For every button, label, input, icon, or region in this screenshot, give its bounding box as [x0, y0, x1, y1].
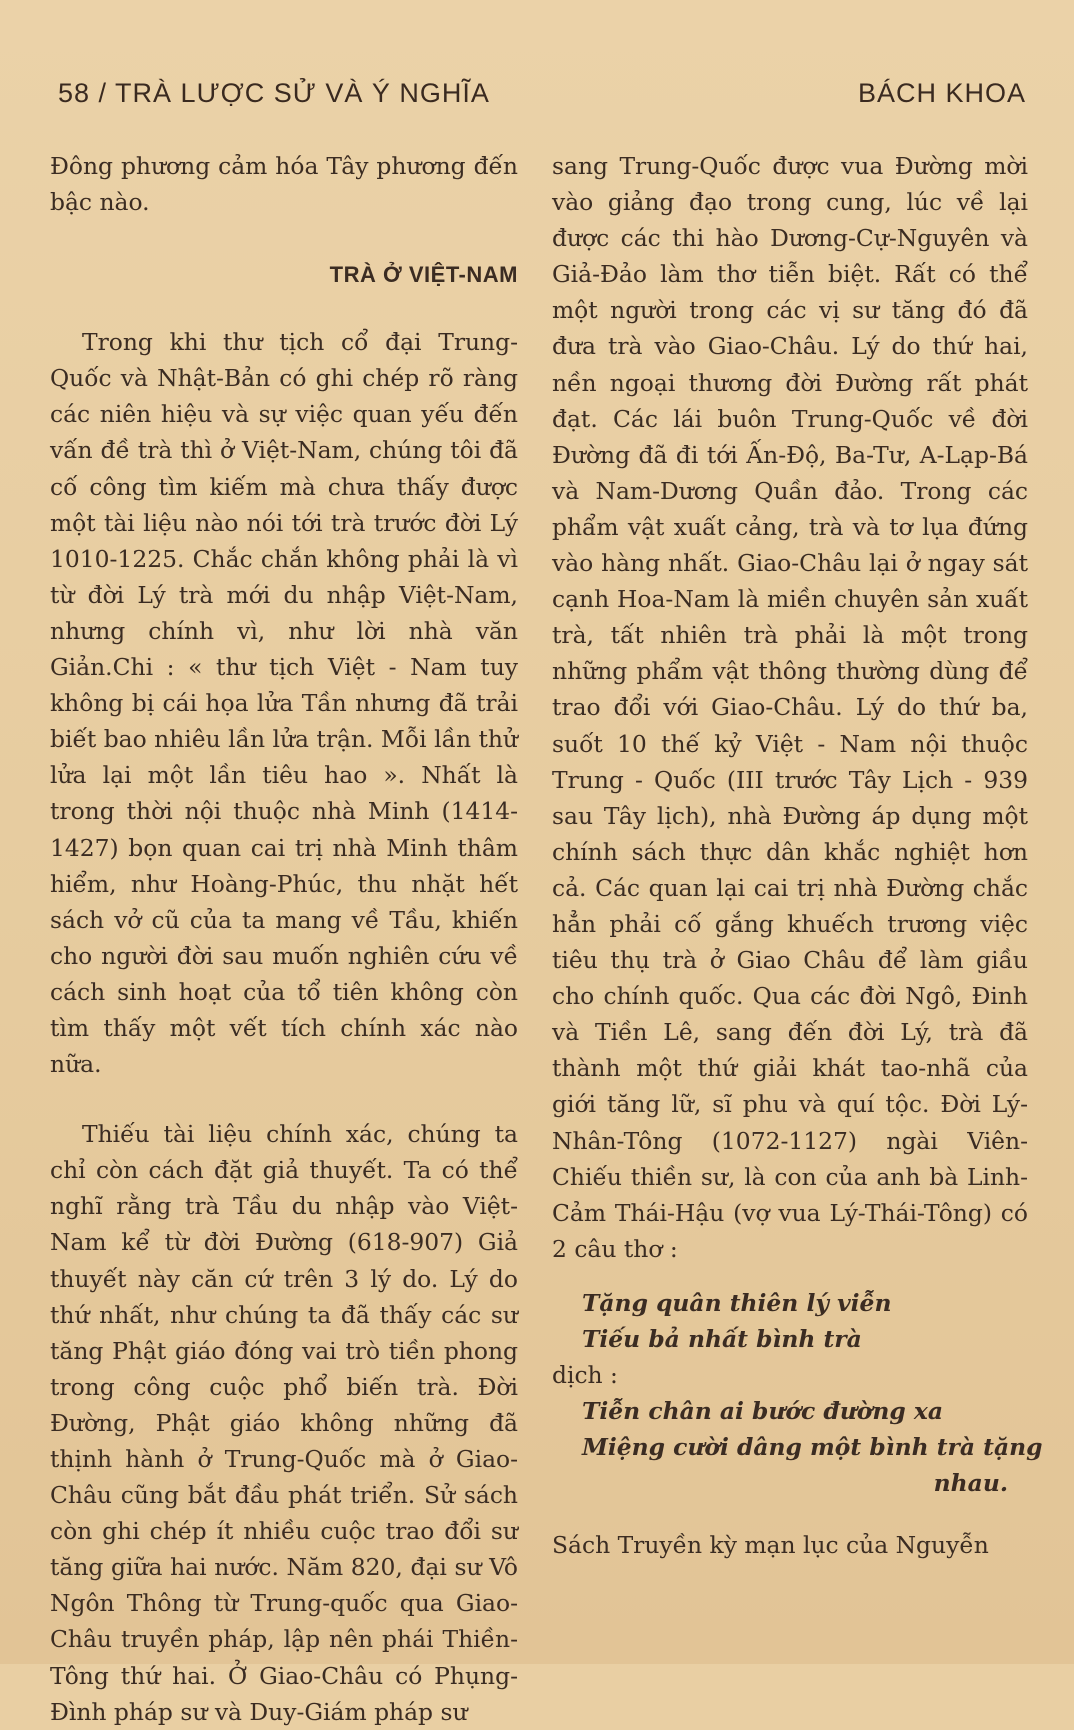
poem-original	[552, 1285, 1028, 1357]
left-column	[50, 148, 518, 1730]
poem-line: Tiễn chân ai bước đường xa	[582, 1397, 943, 1425]
poem-line: Tặng quân thiên lý viễn	[582, 1288, 892, 1317]
poem-line: nhau.	[933, 1469, 1008, 1497]
section-heading: TRÀ Ở VIỆT-NAM	[329, 262, 518, 288]
translation-label: dịch :	[552, 1360, 618, 1389]
paragraph: Thiếu tài liệu chính xác, chúng ta chỉ còn cách đặt giả thuyết. Ta có thể nghĩ rằng trà Tầu du nhập vào Việt-Nam kể từ đời Đường (618-907) Giả thuyết này căn cứ trên 3 lý do. Lý do thứ nhất, như chúng ta đã thấy các sư tăng Phật giáo đóng vai trò tiền phong trong công cuộc phổ biến trà. Đời Đường, Phật giáo không những đã thịnh hành ở Trung-Quốc mà ở Giao-Châu cũng bắt đầu phát triển. Sử sách còn ghi chép ít nhiều cuộc trao đổi sư tăng giữa hai nước. Năm 820, đại sư Vô Ngôn Thông từ Trung-quốc qua Giao-Châu truyền pháp, lập nên phái Thiền-Tông thứ hai. Ở Giao-Châu có Phụng-Đình pháp sư và Duy-Giám pháp sư	[50, 1120, 518, 1726]
poem-translation	[552, 1393, 1043, 1501]
page-header	[58, 78, 1026, 122]
poem-line: Tiếu bả nhất bình trà	[582, 1324, 862, 1353]
publication-name: BÁCH KHOA	[857, 78, 1026, 108]
page-running-title: 58 / TRÀ LƯỢC SỬ VÀ Ý NGHĨA	[58, 78, 490, 108]
poem-line: Miệng cười dâng một bình trà tặng	[582, 1433, 1043, 1461]
paragraph: Sách Truyền kỳ mạn lục của Nguyễn	[552, 1531, 989, 1559]
paragraph-gap	[50, 1082, 518, 1116]
right-column	[552, 148, 1043, 1563]
intro-text: Đông phương cảm hóa Tây phương đến bậc nào.	[50, 152, 518, 217]
paragraph: Trong khi thư tịch cổ đại Trung-Quốc và Nhật-Bản có ghi chép rõ ràng các niên hiệu và sự việc quan yếu đến vấn đề trà thì ở Việt-Nam, chúng tôi đã cố công tìm kiếm mà chưa thấy được một tài liệu nào nói tới trà trước đời Lý 1010-1225. Chắc chắn không phải là vì từ đời Lý trà mới du nhập Việt-Nam, nhưng chính vì, như lời nhà văn Giản.Chi : « thư tịch Việt - Nam tuy không bị cái họa lửa Tần nhưng đã trải biết bao nhiêu lần lửa trận. Mỗi lần thử lửa lại một lần tiêu hao ». Nhất là trong thời nội thuộc nhà Minh (1414-1427) bọn quan cai trị nhà Minh thâm hiểm, như Hoàng-Phúc, thu nhặt hết sách vở cũ của ta mang về Tầu, khiến cho người đời sau muốn nghiên cứu về cách sinh hoạt của tổ tiên không còn tìm thấy một vết tích chính xác nào nữa.	[50, 328, 518, 1079]
paragraph: sang Trung-Quốc được vua Đường mời vào giảng đạo trong cung, lúc về lại được các thi hào Dương-Cự-Nguyên và Giả-Đảo làm thơ tiễn biệt. Rất có thể một người trong các vị sư tăng đó đã đưa trà vào Giao-Châu. Lý do thứ hai, nền ngoại thương đời Đường rất phát đạt. Các lái buôn Trung-Quốc về đời Đường đã đi tới Ấn-Độ, Ba-Tư, A-Lạp-Bá và Nam-Dương Quần đảo. Trong các phẩm vật xuất cảng, trà và tơ lụa đứng vào hàng nhất. Giao-Châu lại ở ngay sát cạnh Hoa-Nam là miền chuyên sản xuất trà, tất nhiên trà phải là một trong những phẩm vật thông thường dùng để trao đổi với Giao-Châu. Lý do thứ ba, suốt 10 thế kỷ Việt - Nam nội thuộc Trung - Quốc (III trước Tây Lịch - 939 sau Tây lịch), nhà Đường áp dụng một chính sách thực dân khắc nghiệt hơn cả. Các quan lại cai trị nhà Đường chắc hẳn phải cố gắng khuếch trương việc tiêu thụ trà ở Giao Châu để làm giầu cho chính quốc. Qua các đời Ngô, Đinh và Tiền Lê, sang đến đời Lý, trà đã thành một thứ giải khát tao-nhã của giới tăng lữ, sĩ phu và quí tộc. Đời Lý-Nhân-Tông (1072-1127) ngài Viên-Chiếu thiền sư, là con của anh bà Linh-Cảm Thái-Hậu (vợ vua Lý-Thái-Tông) có 2 câu thơ :	[552, 152, 1028, 1263]
